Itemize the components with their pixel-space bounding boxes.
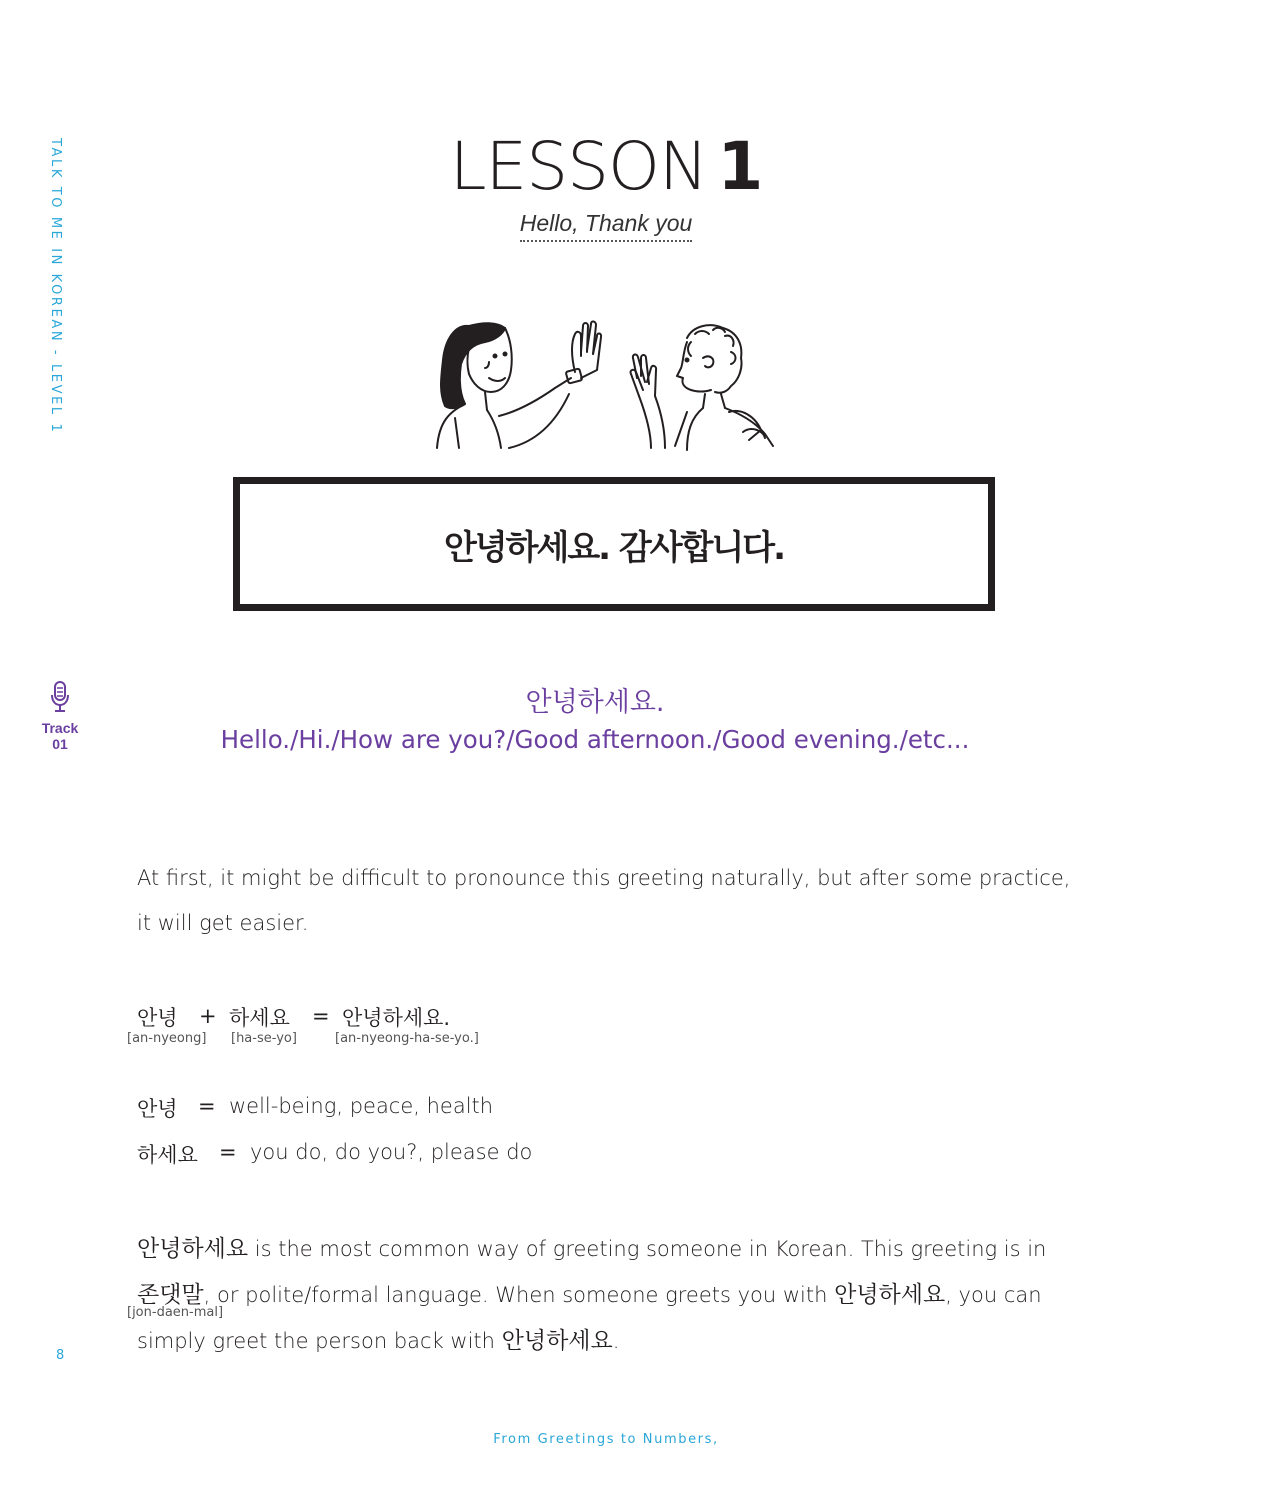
plus-sign: + (199, 1004, 217, 1028)
paragraph-line-2 (137, 1276, 1097, 1309)
paragraph-text: , you can (945, 1283, 1042, 1307)
definition-equals: = (198, 1094, 216, 1118)
paragraph-korean-term: 안녕하세요 (501, 1328, 613, 1354)
paragraph-line-1 (137, 1230, 1097, 1263)
woman-figure (437, 321, 601, 448)
equation-part-2: 하세요 (229, 1006, 290, 1030)
paragraph-text: is the most common way of greeting someone in Korean. This greeting is in (248, 1237, 1047, 1261)
track-number: 01 (52, 736, 68, 752)
man-figure (631, 325, 773, 450)
key-phrase-box (233, 477, 995, 611)
equation-part-1-romanization: [an-nyeong] (127, 1031, 207, 1046)
definition-meaning: you do, do you?, please do (250, 1140, 533, 1164)
equation-part-1: 안녕 (137, 1006, 178, 1030)
footer-running-title: From Greetings to Numbers, (493, 1432, 719, 1447)
page-number: 8 (56, 1348, 65, 1363)
intro-line-2: it will get easier. (137, 911, 309, 935)
paragraph-korean-term: 안녕하세요 (834, 1282, 946, 1308)
equals-sign: = (312, 1004, 330, 1028)
paragraph-text: simply greet the person back with (137, 1329, 502, 1353)
paragraph-korean-term: 존댓말 (137, 1282, 204, 1308)
greeting-illustration (425, 312, 785, 462)
definition-korean: 안녕 (137, 1097, 178, 1121)
lesson-title (0, 128, 1212, 206)
intro-line-1: At first, it might be difficult to pronounce this greeting naturally, but after some practice, (137, 866, 1071, 890)
lesson-subtitle-text: Hello, Thank you (520, 210, 693, 242)
equation-part-2-romanization: [ha-se-yo] (231, 1031, 297, 1046)
definition-korean: 하세요 (137, 1143, 198, 1167)
track-label: Track (41, 720, 79, 736)
book-series-title: TALK TO ME IN KOREAN - LEVEL 1 (48, 138, 63, 435)
lesson-title-word: LESSON (449, 128, 708, 205)
definition-meaning: well-being, peace, health (229, 1094, 494, 1118)
paragraph-text: . (612, 1329, 620, 1353)
definition-equals: = (219, 1140, 237, 1164)
paragraph-line-3 (137, 1322, 1097, 1355)
equation-result: 안녕하세요. (342, 1006, 451, 1030)
phrase-korean-heading: 안녕하세요. (525, 687, 665, 718)
equation-result-romanization: [an-nyeong-ha-se-yo.] (335, 1031, 479, 1046)
key-phrase-text: 안녕하세요. 감사합니다. (443, 527, 785, 568)
paragraph-text: , or polite/formal language. When someone greets you with (203, 1283, 835, 1307)
lesson-subtitle (0, 210, 1212, 237)
lesson-number: 1 (717, 128, 763, 205)
phrase-english-translation: Hello./Hi./How are you?/Good afternoon./Good evening./etc... (220, 725, 970, 754)
paragraph-korean-term: 안녕하세요 (137, 1236, 249, 1262)
jondaenmal-romanization: [jon-daen-mal] (127, 1305, 224, 1320)
